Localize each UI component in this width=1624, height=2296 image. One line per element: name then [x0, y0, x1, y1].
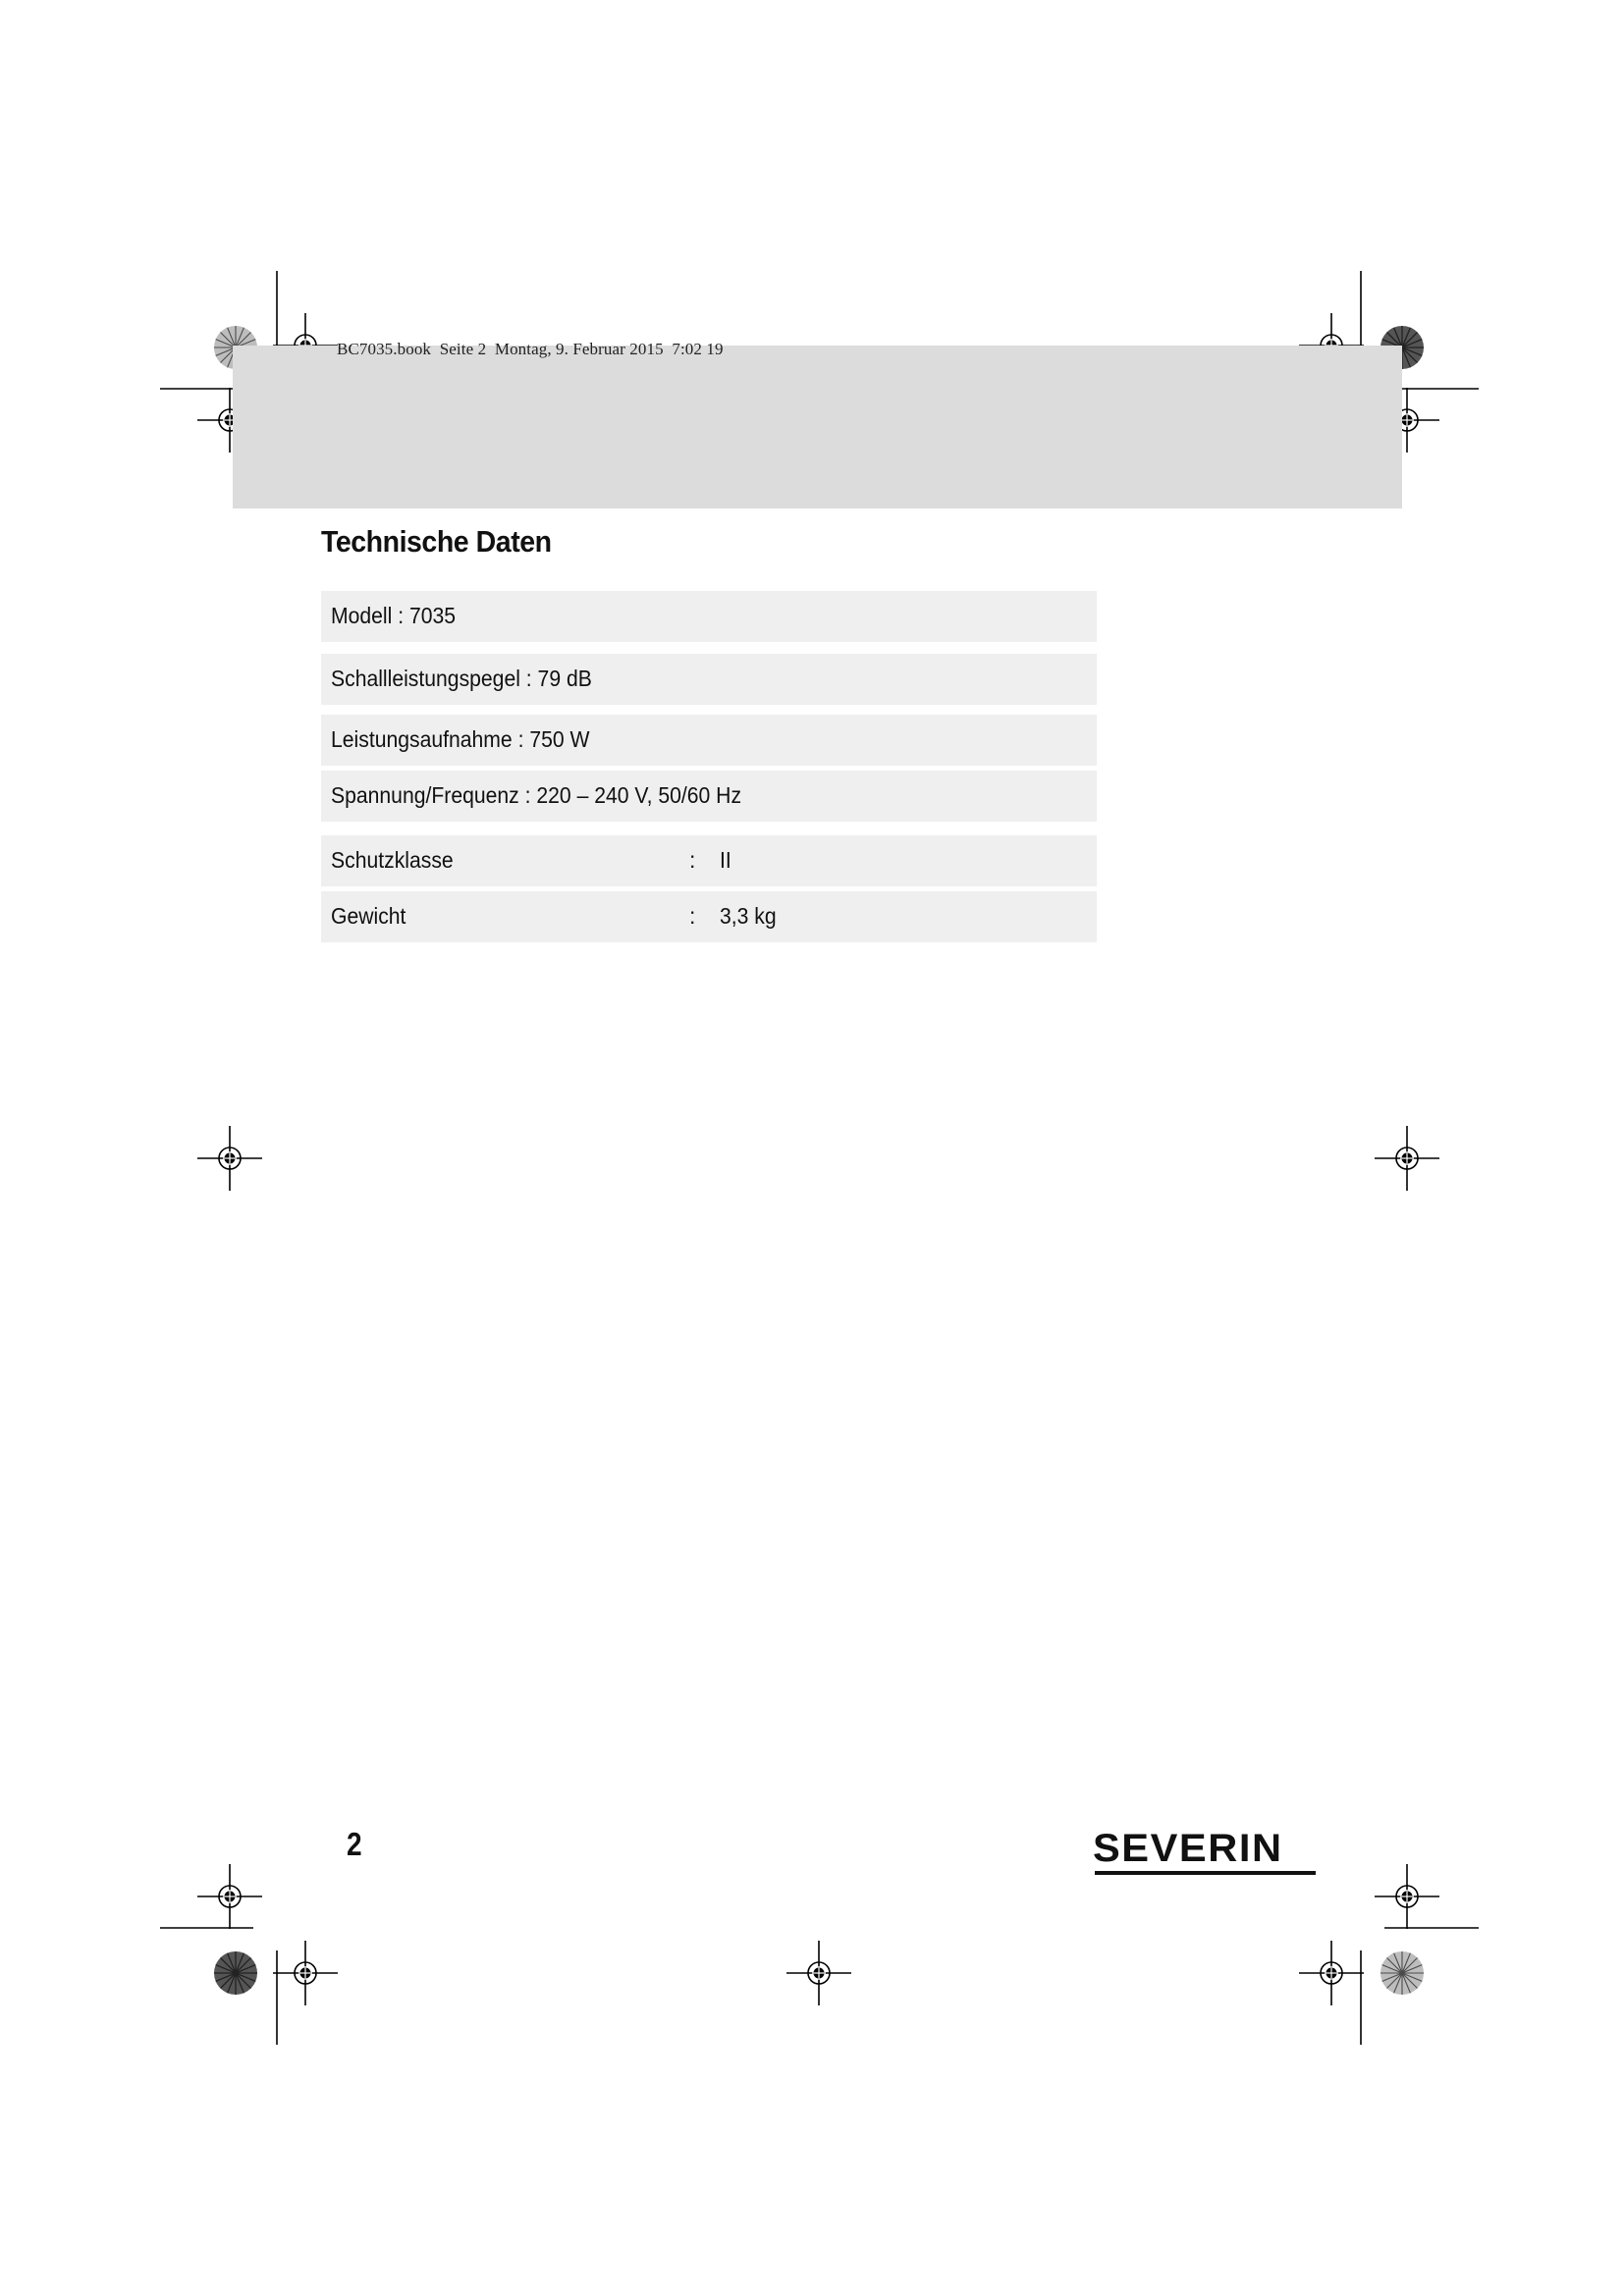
spec-text: Leistungsaufnahme : 750 W: [331, 726, 590, 752]
spec-colon: :: [689, 847, 696, 873]
spec-row-power: [321, 715, 1097, 766]
spec-row-sound-level: [321, 654, 1097, 705]
spec-colon: :: [689, 903, 696, 929]
spec-row-voltage-frequency: [321, 771, 1097, 822]
spec-value: 3,3 kg: [720, 903, 777, 929]
spec-row-weight: [321, 891, 1097, 942]
spec-label: Schutzklasse: [331, 847, 454, 873]
spec-label: Gewicht: [331, 903, 406, 929]
page-number: 2: [347, 1826, 362, 1862]
page-title: Technische Daten: [321, 524, 552, 559]
brand-underline: [1095, 1871, 1316, 1875]
brand-logo: [1093, 1828, 1319, 1879]
spec-text: Schallleistungspegel : 79 dB: [331, 666, 592, 691]
spec-text: Spannung/Frequenz : 220 – 240 V, 50/60 Hz: [331, 782, 742, 808]
book-info-header: BC7035.book Seite 2 Montag, 9. Februar 2015 7:02 19: [337, 340, 724, 358]
brand-logo-text: SEVERIN: [1093, 1827, 1283, 1870]
header-band: [233, 346, 1402, 508]
spec-value: II: [720, 847, 731, 873]
spec-row-protection-class: [321, 835, 1097, 886]
spec-text: Modell : 7035: [331, 603, 457, 628]
spec-row-model: [321, 591, 1097, 642]
